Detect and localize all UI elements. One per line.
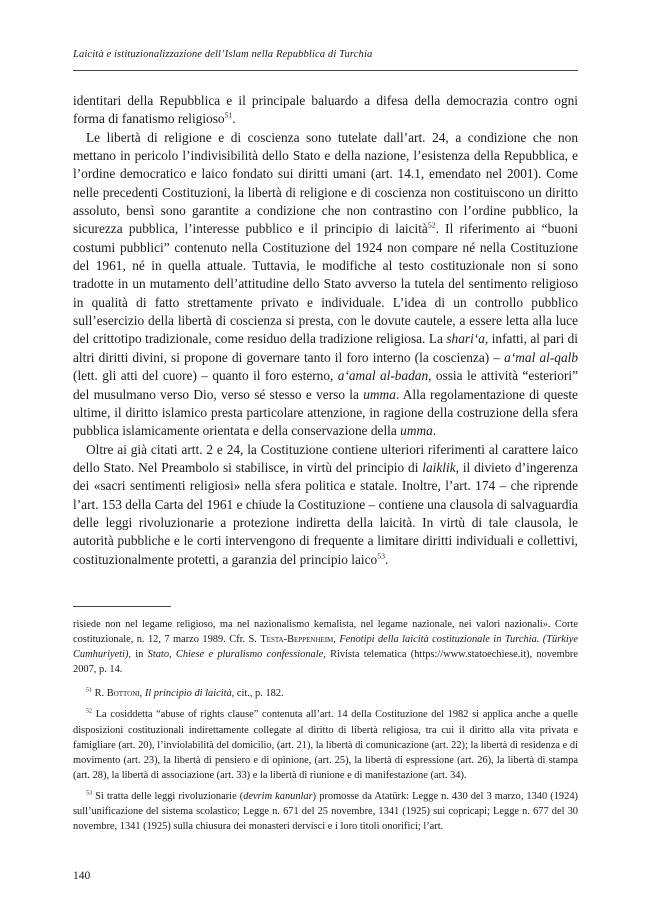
journal-title: Stato, Chiese e pluralismo confessionale, xyxy=(147,649,326,661)
footnote-continuation: risiede non nel legame religioso, ma nel nazionalismo kemalista, nel legame nazionale, nei valori nazionali». Corte costituzionale, n. 12, 7 marzo 1989. Cfr. S. Testa-Beppenheim, Fenotipi della laicità costituzionale in Turchia. (Türkiye Cumhuriyeti), in Stato, Chiese e pluralismo confessionale, Rivista telematica (https://www.statoechiese.it), novembre 2007, p. 14. xyxy=(73,619,578,676)
footnote-number: 52 xyxy=(86,709,93,715)
running-header: Laicità e istituzionalizzazione dell’Islam nella Repubblica di Turchia xyxy=(73,49,373,60)
term-laiklik: laiklik, xyxy=(422,459,459,475)
footnote-ref-51[interactable]: 51 xyxy=(224,110,233,120)
page-number: 140 xyxy=(73,870,91,882)
main-text xyxy=(73,92,578,569)
footnotes xyxy=(73,617,578,834)
footnote-53: $^{53}$ Si tratta delle leggi rivoluzionarie (devrim kanunlar) promosse da Atatürk: Legge n. 430 del 3 marzo, 1340 (1924) sull’unificazione del sistema scolastico; Legge n. 671 del 25 novembre, 1341 (1925) sui copricapi; Legge n. 677 del 30 novembre, 1341 (1925) sulla chiusura dei monasteri dervisci e i loro titoli onorifici; l’art. xyxy=(73,790,578,833)
footnote-52: $^{52}$ La cosiddetta “abuse of rights clause” contenuta all’art. 14 della Costituzione del 1982 si applica anche a quelle disposizioni costituzionali indirettamente collegate al diritto di libertà religiosa, tra cui il diritto alla vita privata e famigliare (art. 20), l’inviolabilità del domicilio, (art. 21), la libertà di comunicazione (art. 22); la libertà di residenza e di movimento (art. 23), la libertà di pensiero e di opinione, (art. 25), la libertà di espressione (art. 26), la libertà di stampa (art. 28), la libertà di associazione (art. 33) e la libertà di riunione e di manifestazione (art. 34). xyxy=(73,709,578,781)
footnote-rule xyxy=(73,606,171,607)
author-name: Testa-Beppenheim xyxy=(260,634,334,646)
footnote-ref-52[interactable]: 52 xyxy=(427,220,436,230)
work-title: Fenotipi della laicità costituzionale in Turchia. (Türkiye Cumhuriyeti), xyxy=(73,634,578,661)
footnote-51: $^{51}$ R. Bottoni, Il principio di laicità, cit., p. 182. xyxy=(86,687,284,700)
term-umma: umma xyxy=(400,423,433,439)
author-name: Bottoni xyxy=(106,688,140,700)
footnote-ref-53[interactable]: 53 xyxy=(377,551,385,561)
header-rule xyxy=(73,70,578,71)
footnote-number: 51 xyxy=(86,687,93,694)
term-amal-al-qalb: a‘mal al-qalb xyxy=(504,349,578,365)
term-devrim-kanunlar: devrim kanunlar xyxy=(243,790,313,802)
paragraph-3: Oltre ai già citati artt. 2 e 24, la Costituzione contiene ulteriori riferimenti al carattere laico dello Stato. Nel Preambolo si stabilisce, in virtù del principio di laiklik, il divieto d’ingerenza dei «sacri sentimenti religiosi» nella sfera politica e statale. Inoltre, l’art. 174 – che riprende l’art. 153 della Carta del 1961 e chiude la Costituzione – contiene una clausola di salvaguardia delle leggi rivoluzionarie a protezione indiretta della laicità. In virtù di tale clausola, le autorità pubbliche e le corti intervengono di frequente a limitare diritti individuali e collettivi, costituzionalmente protetti, a garanzia del principio laico$^{53}$. xyxy=(73,441,578,567)
term-sharia: shari‘a, xyxy=(446,331,489,347)
paragraph-1: identitari della Repubblica e il principale baluardo a difesa della democrazia contro ogni forma di fanatismo religioso$^{51}$. xyxy=(73,93,578,127)
term-amal-al-badan: a‘amal al-badan, xyxy=(337,368,432,384)
footnote-number: 53 xyxy=(86,790,93,797)
work-title: Il principio di laicità, xyxy=(144,688,235,700)
term-umma: umma xyxy=(363,386,396,402)
paragraph-2: Le libertà di religione e di coscienza sono tutelate dall’art. 24, a condizione che non mettano in pericolo l’indivisibilità dello Stato e della nazione, l’esistenza della Repubblica, e l’ordine democratico e laico fondato sui diritti umani (art. 14.1, emendato nel 2001). Come nelle precedenti Costituzioni, la libertà di religione e di coscienza non costituiscono un diritto assoluto, bensì sono garantite a condizione che non contrastino con l’ordine pubblico, la sicurezza pubblica, l’interesse pubblico e il principio di laicità$^{52}$. Il riferimento ai “buoni costumi pubblici” contenuto nella Costituzione del 1924 non compare né nella Costituzione del 1961, né in quella attuale. Tuttavia, le modifiche al testo costituzionale non si sono tradotte in un mutamento dell’attitudine dello Stato avverso la tutela del sentimento religioso in qualità di fatto strettamente privato e individuale. L’idea di un controllo pubblico sull’esercizio della libertà di coscienza si presta, con le dovute cautele, a essere letta alla luce del crittotipo tradizionale, come residuo della tradizione religiosa. La shari‘a, infatti, al pari di altri diritti divini, si propone di governare tanto il foro interno (la coscienza) – a‘mal al-qalb (lett. gli atti del cuore) – quanto il foro esterno, a‘amal al-badan, ossia le attività “esteriori” del musulmano verso Dio, verso sé stesso e verso la umma. Alla regolamentazione di queste ultime, il diritto islamico presta particolare attenzione, in ragione della costruzione della sfera pubblica islamicamente orientata e della conservazione della umma. xyxy=(73,129,578,439)
